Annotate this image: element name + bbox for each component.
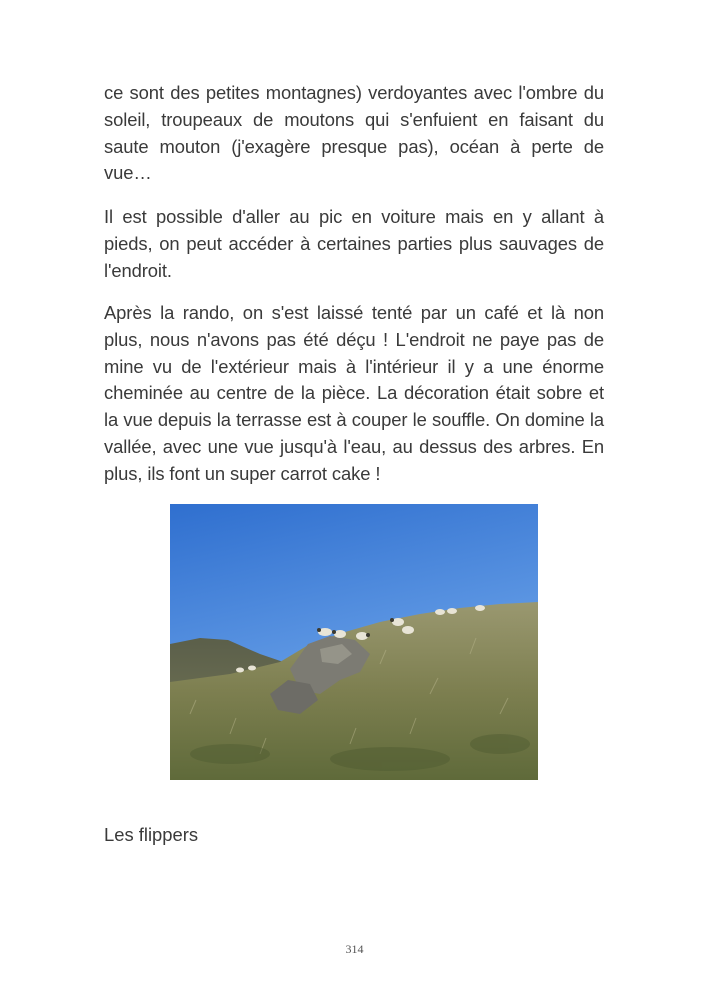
- paragraph-cafe: Après la rando, on s'est laissé tenté par un café et là non plus, nous n'avons pas été déçu ! L'endroit ne paye pas de mine vu de l'extérieur mais à l'intérieur il y a une énorme cheminée au centre de la pièce. La décoration était sobre et la vue depuis la terrasse est à couper le souffle. On domine la vallée, avec une vue jusqu'à l'eau, au dessus des arbres. En plus, ils font un super carrot cake !: [104, 302, 604, 484]
- page-number: 314: [345, 942, 364, 956]
- section-heading: Les flippers: [104, 824, 199, 845]
- paragraph-access-by-foot: Il est possible d'aller au pic en voiture mais en y allant à pieds, on peut accéder à certaines parties plus sauvages de l'endroit.: [104, 206, 604, 281]
- paragraph-view-description: ce sont des petites montagnes) verdoyantes avec l'ombre du soleil, troupeaux de moutons qui s'enfuient en faisant du saute mouton (j'exagère presque pas), océan à perte de vue…: [104, 82, 604, 184]
- hillside-sheep-photo: [170, 504, 538, 780]
